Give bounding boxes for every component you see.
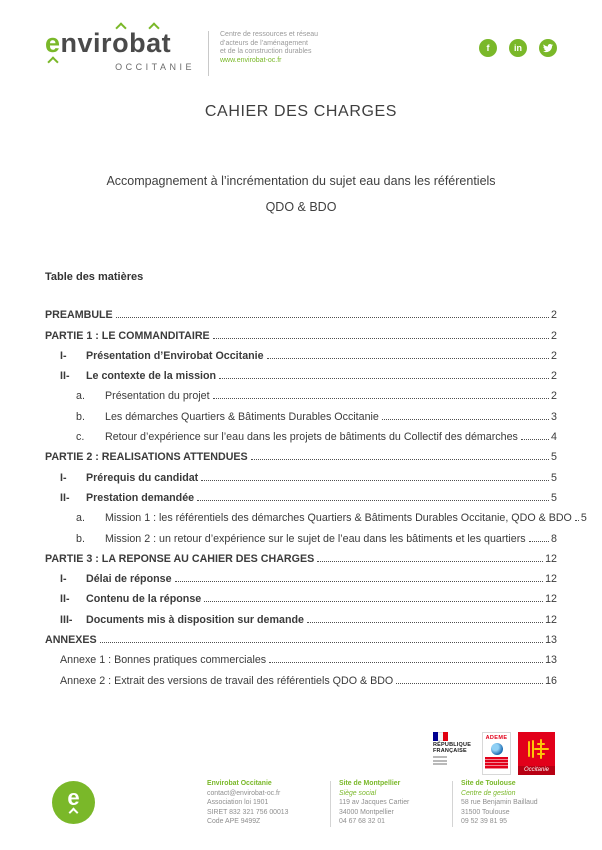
toc-dot-leader xyxy=(382,419,549,420)
toc-dot-leader xyxy=(201,480,549,481)
footer-column xyxy=(339,779,409,827)
logo-letter: o xyxy=(112,28,130,58)
toc-entry-label: Mission 1 : les référentiels des démarches Quartiers & Bâtiments Durables Occitanie, QDO & BDO xyxy=(105,512,572,525)
logo-region-label: OCCITANIE xyxy=(115,62,195,72)
toc-entry-label: Annexe 1 : Bonnes pratiques commerciales xyxy=(60,654,267,667)
logo-letter: e xyxy=(45,28,61,58)
toc-entry[interactable] xyxy=(45,504,587,525)
republique-name: RÉPUBLIQUE FRANÇAISE xyxy=(433,742,472,754)
toc-entry-label: Présentation d’Envirobat Occitanie xyxy=(86,349,264,362)
toc-entry-label: ANNEXES xyxy=(45,634,97,647)
toc-heading: Table des matières xyxy=(45,271,144,283)
website-link[interactable]: www.envirobat-oc.fr xyxy=(220,56,282,64)
footer-line: 119 av Jacques Cartier xyxy=(339,799,410,806)
footer-email[interactable]: contact@envirobat-oc.fr xyxy=(207,789,281,797)
logo-letter: t xyxy=(161,28,172,58)
republique-motto xyxy=(433,756,475,765)
toc-entry-label: PARTIE 3 : LA REPONSE AU CAHIER DES CHARGES xyxy=(45,552,315,565)
footer-contact-columns xyxy=(0,779,602,835)
toc-page-number: 12 xyxy=(545,593,557,606)
toc-entry-marker: II- xyxy=(60,593,70,606)
footer-divider xyxy=(330,781,331,827)
toc-entry-marker: a. xyxy=(76,512,85,525)
toc-entry-marker: III- xyxy=(60,613,73,626)
footer-line: Association loi 1901 xyxy=(207,799,269,806)
toc-entry[interactable] xyxy=(45,605,557,625)
facebook-icon[interactable]: f xyxy=(479,39,497,57)
occitanie-name: Occitanie xyxy=(518,766,555,776)
toc-dot-leader xyxy=(213,338,549,339)
logo-letter: nvir xyxy=(60,28,113,58)
globe-icon xyxy=(491,743,503,755)
toc-entry[interactable] xyxy=(45,666,557,686)
toc-dot-leader xyxy=(575,520,579,521)
ademe-name: ADEME xyxy=(485,735,508,741)
toc-page-number: 12 xyxy=(545,552,557,565)
toc-page-number: 3 xyxy=(551,410,557,423)
toc-dot-leader xyxy=(307,622,543,623)
toc-entry-marker: c. xyxy=(76,431,85,444)
toc-page-number: 13 xyxy=(545,634,557,647)
occitan-cross-icon xyxy=(525,732,549,766)
partner-logos xyxy=(433,732,555,775)
toc-dot-leader xyxy=(521,439,549,440)
ademe-logo xyxy=(482,732,511,775)
toc-dot-leader xyxy=(219,378,549,379)
table-of-contents xyxy=(45,301,587,687)
toc-page-number: 13 xyxy=(545,654,557,667)
tagline-line: d’acteurs de l’aménagement xyxy=(220,39,308,47)
toc-entry[interactable] xyxy=(45,362,557,382)
toc-entry-label: PREAMBULE xyxy=(45,309,113,322)
subtitle-line: Accompagnement à l’incrémentation du sujet eau dans les référentiels xyxy=(106,174,496,188)
logo-tagline xyxy=(220,31,318,65)
toc-entry-marker: I- xyxy=(60,349,67,362)
toc-dot-leader xyxy=(197,500,549,501)
occitanie-logo xyxy=(518,732,555,775)
toc-entry[interactable] xyxy=(45,321,557,341)
toc-entry-marker: I- xyxy=(60,471,67,484)
tagline-line: Centre de ressources et réseau xyxy=(220,31,319,38)
toc-entry-label: Prestation demandée xyxy=(86,491,195,504)
footer-line: 31500 Toulouse xyxy=(461,808,510,816)
toc-entry[interactable] xyxy=(45,524,557,544)
toc-entry-marker: II- xyxy=(60,370,70,383)
toc-page-number: 12 xyxy=(545,573,557,586)
footer-line: 04 67 68 32 01 xyxy=(339,818,385,825)
subtitle-line: QDO & BDO xyxy=(265,200,337,214)
tagline-line: et de la construction durables xyxy=(220,48,312,55)
toc-page-number: 5 xyxy=(551,451,557,464)
toc-page-number: 5 xyxy=(580,512,587,525)
ademe-band xyxy=(485,757,508,769)
twitter-icon[interactable] xyxy=(539,39,557,57)
footer-line: Code APE 9499Z xyxy=(207,818,261,825)
document-subtitle xyxy=(40,168,562,220)
toc-entry-label: Retour d’expérience sur l’eau dans les projets de bâtiments du Collectif des démarches xyxy=(105,431,518,444)
toc-entry-label: Documents mis à disposition sur demande xyxy=(86,613,304,626)
header xyxy=(45,28,557,80)
french-flag-icon xyxy=(433,732,448,741)
toc-page-number: 2 xyxy=(551,329,557,342)
mark-letter: e xyxy=(67,785,80,810)
footer-column xyxy=(207,779,288,827)
footer-column-title: Site de Montpellier xyxy=(339,780,401,787)
toc-entry-label: PARTIE 2 : REALISATIONS ATTENDUES xyxy=(45,451,248,464)
footer-column-subtitle: Centre de gestion xyxy=(461,789,516,797)
toc-page-number: 2 xyxy=(551,370,557,383)
toc-entry-label: Présentation du projet xyxy=(105,390,210,403)
toc-entry-marker: b. xyxy=(76,410,85,423)
toc-entry[interactable] xyxy=(45,545,557,565)
toc-page-number: 2 xyxy=(551,390,557,403)
toc-entry-label: Délai de réponse xyxy=(86,573,172,586)
envirobat-logo xyxy=(45,28,195,72)
toc-entry[interactable] xyxy=(45,382,557,402)
toc-entry-marker: b. xyxy=(76,532,85,545)
toc-entry[interactable] xyxy=(45,301,557,321)
toc-page-number: 8 xyxy=(551,532,557,545)
toc-dot-leader xyxy=(267,358,549,359)
toc-page-number: 4 xyxy=(551,431,557,444)
footer-column-title: Envirobat Occitanie xyxy=(207,780,272,787)
toc-entry[interactable] xyxy=(45,402,557,422)
toc-dot-leader xyxy=(204,601,543,602)
toc-entry[interactable] xyxy=(45,565,557,585)
toc-entry[interactable] xyxy=(45,585,557,605)
toc-dot-leader xyxy=(100,642,543,643)
toc-dot-leader xyxy=(213,398,549,399)
toc-page-number: 5 xyxy=(551,471,557,484)
toc-entry-label: Mission 2 : un retour d’expérience sur le sujet de l’eau dans les bâtiments et les quartiers xyxy=(105,532,526,545)
toc-entry-label: Prérequis du candidat xyxy=(86,471,199,484)
footer-column xyxy=(461,779,538,827)
logo-wordmark xyxy=(45,28,195,58)
toc-entry-label: Le contexte de la mission xyxy=(86,370,217,383)
toc-dot-leader xyxy=(251,459,549,460)
logo-letter: b xyxy=(129,28,147,58)
footer-column-title: Site de Toulouse xyxy=(461,780,516,787)
toc-entry[interactable] xyxy=(45,626,557,646)
toc-page-number: 12 xyxy=(545,613,557,626)
toc-entry-label: Annexe 2 : Extrait des versions de travail des référentiels QDO & BDO xyxy=(60,674,394,687)
footer-line: 09 52 39 81 95 xyxy=(461,818,507,825)
toc-dot-leader xyxy=(269,662,543,663)
republique-francaise-logo xyxy=(433,732,475,767)
toc-dot-leader xyxy=(317,561,543,562)
toc-entry-label: Contenu de la réponse xyxy=(86,593,202,606)
toc-entry-marker: II- xyxy=(60,491,70,504)
toc-entry[interactable] xyxy=(45,463,557,483)
header-divider xyxy=(208,31,209,76)
footer-column-subtitle: Siège social xyxy=(339,789,377,797)
document-title: CAHIER DES CHARGES xyxy=(204,103,398,120)
toc-page-number: 5 xyxy=(551,491,557,504)
toc-page-number: 2 xyxy=(551,309,557,322)
toc-dot-leader xyxy=(396,683,543,684)
footer-line: 34000 Montpellier xyxy=(339,808,394,816)
footer-line: SIRET 832 321 756 00013 xyxy=(207,808,289,816)
footer-divider xyxy=(452,781,453,827)
toc-dot-leader xyxy=(116,317,549,318)
toc-entry[interactable] xyxy=(45,423,557,443)
toc-entry[interactable] xyxy=(45,484,557,504)
toc-entry-marker: a. xyxy=(76,390,85,403)
toc-dot-leader xyxy=(175,581,544,582)
toc-entry[interactable] xyxy=(45,443,557,463)
toc-entry[interactable] xyxy=(45,646,557,666)
logo-letter: a xyxy=(146,28,162,58)
toc-entry-label: PARTIE 1 : LE COMMANDITAIRE xyxy=(45,329,210,342)
toc-page-number: 16 xyxy=(545,674,557,687)
toc-page-number: 2 xyxy=(551,349,557,362)
toc-entry-marker: I- xyxy=(60,573,67,586)
toc-dot-leader xyxy=(529,541,549,542)
toc-entry[interactable] xyxy=(45,342,557,362)
footer-line: 58 rue Benjamin Baillaud xyxy=(461,799,538,806)
social-icons xyxy=(479,39,557,57)
linkedin-icon[interactable]: in xyxy=(509,39,527,57)
toc-entry-label: Les démarches Quartiers & Bâtiments Durables Occitanie xyxy=(105,410,379,423)
